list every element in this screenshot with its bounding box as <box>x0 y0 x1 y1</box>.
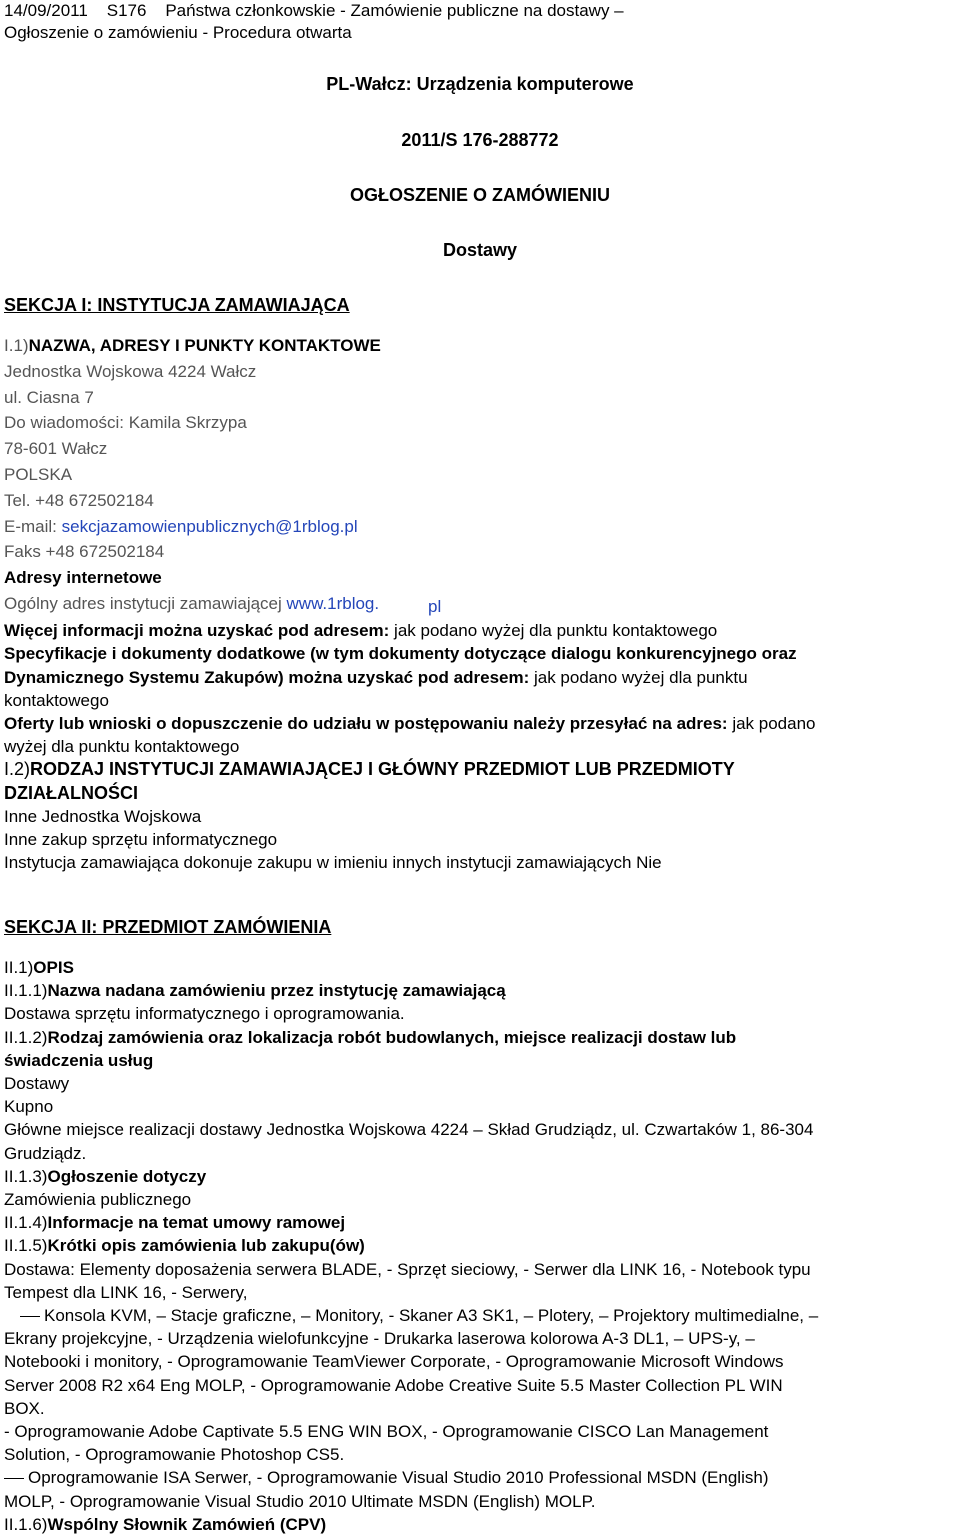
contact-city: 78-601 Wałcz <box>4 439 108 459</box>
header-line-1 <box>4 0 624 22</box>
ii12-value-2: Kupno <box>4 1097 54 1117</box>
document-header <box>4 0 624 44</box>
header-code: S176 <box>106 1 147 20</box>
web-heading: Adresy internetowe <box>4 568 162 588</box>
ii11-prefix: II.1.1) <box>4 981 48 1001</box>
ii11-title: Nazwa nadana zamówieniu przez instytucję zamawiającą <box>47 981 506 1001</box>
ii12-title-2: świadczenia usług <box>4 1050 154 1070</box>
desc-line: Server 2008 R2 x64 Eng MOLP, - Oprogramowanie Adobe Creative Suite 5.5 Master Collection PL WIN <box>4 1375 783 1395</box>
ii12-value-1: Dostawy <box>4 1074 70 1094</box>
general-address-label: Ogólny adres instytucji zamawiającej <box>4 593 287 613</box>
em-dash <box>20 1316 40 1317</box>
more-info-label: Więcej informacji można uzyskać pod adresem: <box>4 621 390 641</box>
i2-title-1: RODZAJ INSTYTUCJI ZAMAWIAJĄCEJ I GŁÓWNY PRZEDMIOT LUB PRZEDMIOTY <box>30 759 735 780</box>
section-2-body <box>4 956 960 1536</box>
ii16-prefix: II.1.6) <box>4 1514 48 1534</box>
desc-line: Solution, - Oprogramowanie Photoshop CS5. <box>4 1445 345 1465</box>
desc-line: Notebooki i monitory, - Oprogramowanie TeamViewer Corporate, - Oprogramowanie Microsoft Windows <box>4 1352 784 1372</box>
ii16-title: Wspólny Słownik Zamówień (CPV) <box>47 1514 327 1534</box>
i1-prefix: I.1) <box>4 336 29 355</box>
contact-block <box>4 333 958 617</box>
desc-line: - Oprogramowanie Adobe Captivate 5.5 ENG WIN BOX, - Oprogramowanie CISCO Lan Management <box>4 1422 769 1442</box>
spec-label-2: Dynamicznego Systemu Zakupów) można uzyskać pod adresem: <box>4 667 530 687</box>
section-1-heading: SEKCJA I: INSTYTUCJA ZAMAWIAJĄCA <box>4 295 350 315</box>
ii12-title-1: Rodzaj zamówienia oraz lokalizacja robót budowlanych, miejsce realizacji dostaw lub <box>47 1027 737 1047</box>
notice-title: PL-Wałcz: Urządzenia komputerowe <box>326 74 634 94</box>
offers-value-2: wyżej dla punktu kontaktowego <box>4 737 240 757</box>
ii15-prefix: II.1.5) <box>4 1236 48 1256</box>
contact-street: ul. Ciasna 7 <box>4 387 94 407</box>
main-activity: Inne zakup sprzętu informatycznego <box>4 830 278 850</box>
desc-line: Tempest dla LINK 16, - Serwery, <box>4 1282 248 1302</box>
ii12-prefix: II.1.2) <box>4 1027 48 1047</box>
notice-number: 2011/S 176-288772 <box>401 130 559 150</box>
notice-type: OGŁOSZENIE O ZAMÓWIENIU <box>350 185 610 205</box>
general-address-link-cont[interactable]: pl <box>428 597 442 616</box>
ii13-title: Ogłoszenie dotyczy <box>47 1166 207 1186</box>
offers-label: Oferty lub wnioski o dopuszczenie do udziału w postępowaniu należy przesyłać na adres: <box>4 714 728 734</box>
contact-country: POLSKA <box>4 464 73 484</box>
em-dash <box>4 1478 24 1479</box>
ii15-title: Krótki opis zamówienia lub zakupu(ów) <box>47 1236 365 1256</box>
section-2-heading: SEKCJA II: PRZEDMIOT ZAMÓWIENIA <box>4 917 332 937</box>
header-date: 14/09/2011 <box>4 1 88 20</box>
institution-type: Inne Jednostka Wojskowa <box>4 806 202 826</box>
header-line-2: Ogłoszenie o zamówieniu - Procedura otwarta <box>4 23 352 42</box>
desc-line: BOX. <box>4 1398 45 1418</box>
on-behalf: Instytucja zamawiająca dokonuje zakupu w imieniu innych instytucji zamawiających Nie <box>4 853 662 873</box>
i2-prefix: I.2) <box>4 759 31 780</box>
desc-line: Konsola KVM, – Stacje graficzne, – Monitory, - Skaner A3 SK1, – Plotery, – Projektory multimedialne, – <box>44 1306 819 1326</box>
general-address-link[interactable]: www.1rblog. <box>286 593 380 613</box>
ii1-prefix: II.1) <box>4 958 34 977</box>
desc-line: MOLP, - Oprogramowanie Visual Studio 2010 Ultimate MSDN (English) MOLP. <box>4 1491 596 1511</box>
contact-tel: Tel. +48 672502184 <box>4 490 154 510</box>
ii11-value: Dostawa sprzętu informatycznego i oprogramowania. <box>4 1004 405 1024</box>
ii13-prefix: II.1.3) <box>4 1166 48 1186</box>
ii12-value-3a: Główne miejsce realizacji dostawy Jednostka Wojskowa 4224 – Skład Grudziądz, ul. Czwartaków 1, 86-304 <box>4 1120 814 1140</box>
i1-title: NAZWA, ADRESY I PUNKTY KONTAKTOWE <box>28 336 381 355</box>
desc-line: Dostawa: Elementy doposażenia serwera BLADE, - Sprzęt sieciowy, - Serwer dla LINK 16, - Notebook typu <box>4 1259 811 1279</box>
notice-category: Dostawy <box>442 240 518 260</box>
email-link[interactable]: sekcjazamowienpublicznych@1rblog.pl <box>61 516 358 536</box>
more-info-value: jak podano wyżej dla punktu kontaktowego <box>389 621 718 641</box>
desc-line: Oprogramowanie ISA Serwer, - Oprogramowanie Visual Studio 2010 Professional MSDN (English) <box>28 1468 769 1488</box>
contact-attention: Do wiadomości: Kamila Skrzypa <box>4 413 247 433</box>
ii1-title: OPIS <box>33 958 74 977</box>
ii14-prefix: II.1.4) <box>4 1213 48 1233</box>
ii13-value: Zamówienia publicznego <box>4 1190 192 1210</box>
ii14-title: Informacje na temat umowy ramowej <box>47 1213 346 1233</box>
spec-label-1: Specyfikacje i dokumenty dodatkowe (w tym dokumenty dotyczące dialogu konkurencyjnego oraz <box>4 644 797 664</box>
contact-name: Jednostka Wojskowa 4224 Wałcz <box>4 361 257 381</box>
contact-fax: Faks +48 672502184 <box>4 542 165 562</box>
offers-value-1: jak podano <box>727 714 816 734</box>
spec-value-3: kontaktowego <box>4 690 109 710</box>
ii12-value-3b: Grudziądz. <box>4 1143 87 1163</box>
header-title: Państwa członkowskie - Zamówienie publiczne na dostawy – <box>165 1 624 20</box>
i2-title-2: DZIAŁALNOŚCI <box>4 782 138 803</box>
section-1-body <box>4 595 960 874</box>
email-label: E-mail: <box>4 516 62 536</box>
spec-value-2: jak podano wyżej dla punktu <box>529 667 748 687</box>
desc-line: Ekrany projekcyjne, - Urządzenia wielofunkcyjne - Drukarka laserowa kolorowa A-3 DL1, – UPS-y, – <box>4 1329 755 1349</box>
